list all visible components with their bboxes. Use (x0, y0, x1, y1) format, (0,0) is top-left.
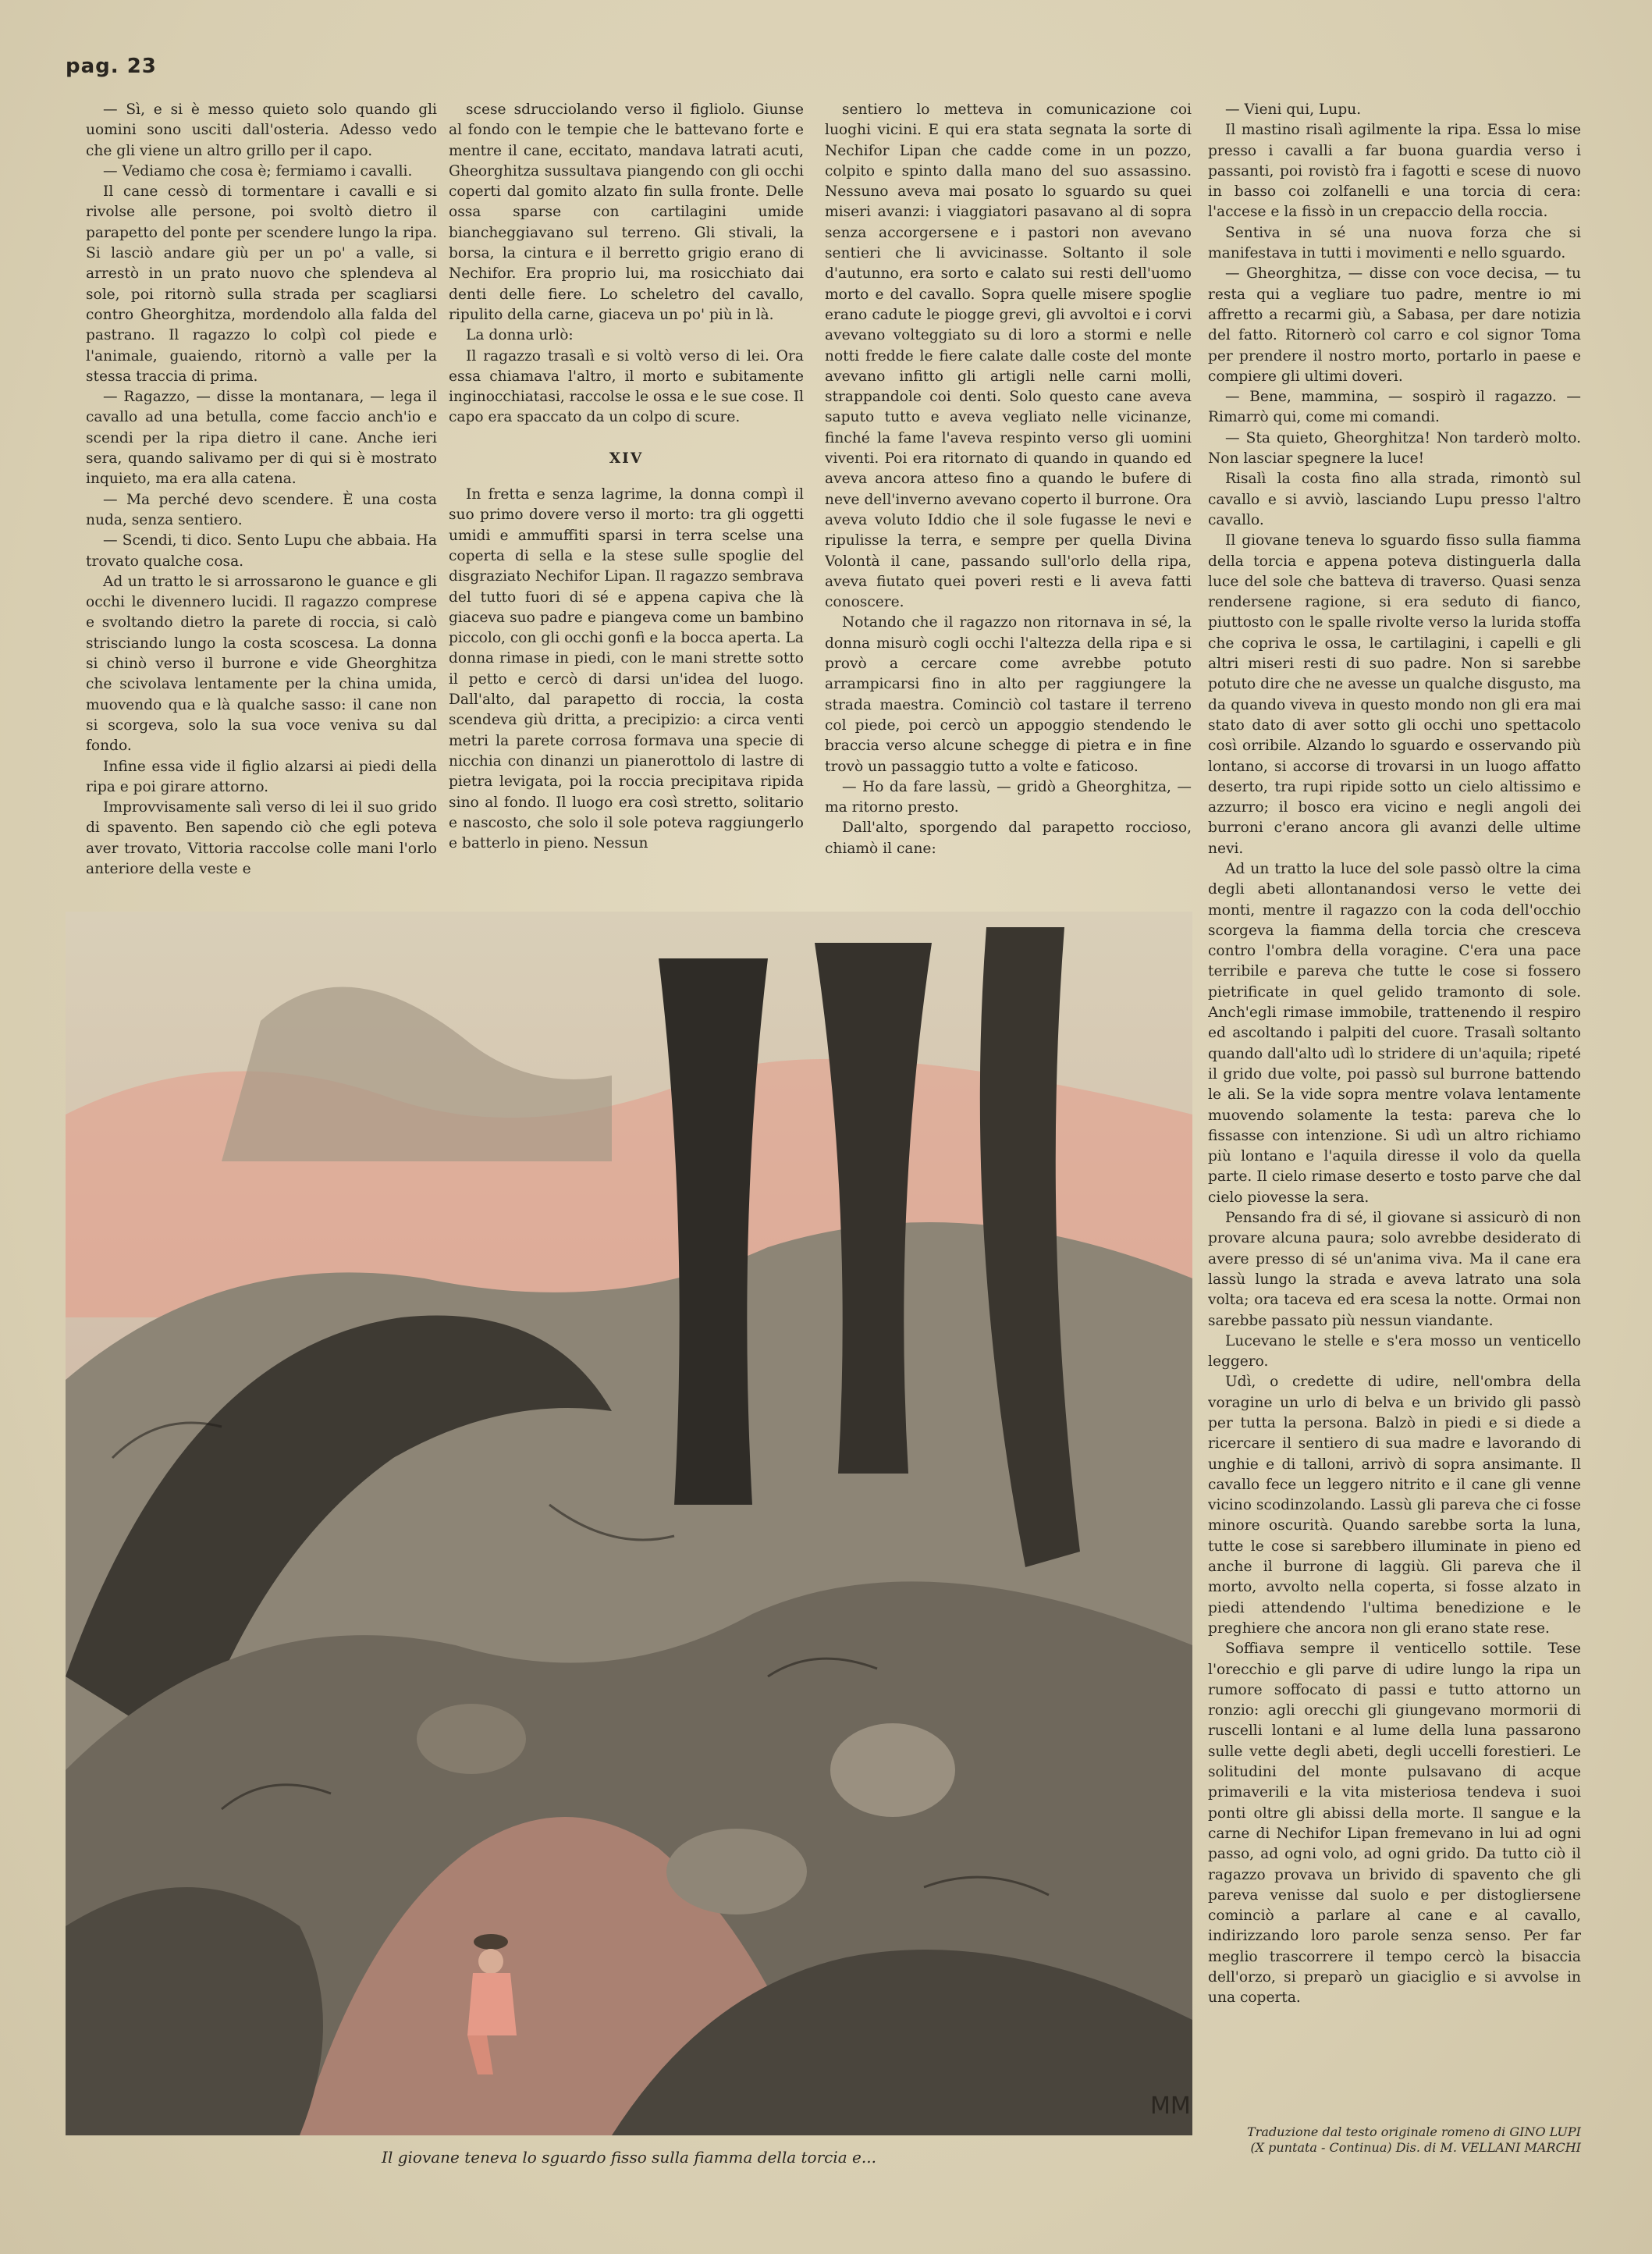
paragraph: — Ragazzo, — disse la montanara, — lega il cavallo ad una betulla, come faccio anch'io e scendi per la ripa dietro il cane. Anche ieri sera, quando salivamo per di qui si è mostrato inquieto, ma era alla catena. (86, 389, 437, 488)
paragraph: Ad un tratto la luce del sole passò oltre la cima degli abeti allontanandosi verso le vette dei monti, mentre il ragazzo con la coda dell'occhio scorgeva la fiamma della torcia che cresceva contro l'ombra della voragine. C'era una pace terribile e pareva che tutte le cose si fossero pietrificate in quel gelido tramonto di sole. Anch'egli rimase immobile, trattenendo il respiro ed ascoltando i palpiti del cuore. Trasalì soltanto quando dall'alto udì lo stridere di un'aquila; ripeté il grido due volte, poi passò sul burrone battendo le ali. Se la vide sopra mentre volava lentamente muovendo solamente la testa: pareva che lo fissasse con intenzione. Si udì un altro richiamo più lontano e l'aquila diresse il volo da quella parte. Il cielo rimase deserto e tosto parve che dal cielo piovesse la sera. (1208, 860, 1581, 1206)
paragraph: Sentiva in sé una nuova forza che si manifestava in tutti i movimenti e nello sguardo. (1208, 224, 1581, 262)
paragraph: Dall'alto, sporgendo dal parapetto roccioso, chiamò il cane: (825, 819, 1192, 857)
paragraph: Soffiava sempre il venticello sottile. Tese l'orecchio e gli parve di udire lungo la ripa un rumore soffocato di passi e tutto attorno un ronzio: agli orecchi gli giungevano mormorii di ruscelli lontani e al lume della luna passarono sulle vette degli abeti, degli uccelli forestieri. Le solitudini del monte pulsavano di acque primaverili e la vita misteriosa tendeva i suoi ponti oltre gli abissi della morte. Il sangue e la carne di Nechifor Lipan fremevano in lui ad ogni passo, ad ogni volo, ad ogni grido. Da tutto ciò il ragazzo provava un brivido di spavento che gli pareva venisse dal suolo e per distogliersene cominciò a parlare al cane e al cavallo, indirizzando loro parole senza senso. Per far meglio trascorrere il tempo cercò la bisaccia dell'orzo, si preparò un giaciglio e si avvolse in una coperta. (1208, 1641, 1581, 2007)
illustration-ravine (66, 912, 1192, 2135)
text-column-1 (86, 100, 437, 904)
paragraph: scese sdrucciolando verso il figliolo. Giunse al fondo con le tempie che le battevano forte e mentre il cane, eccitato, mandava latrati acuti, Gheorghitza sussultava piangendo con gli occhi coperti dal gomito alzato fin sulla fronte. Delle ossa sparse con cartilagini umide biancheggiavano sul terreno. Gli stivali, la borsa, la cintura e il berretto grigio erano di Nechifor. Era proprio lui, ma rosicchiato dai denti delle fiere. Lo scheletro del cavallo, ripulito della carne, giaceva un po' più in là. (449, 101, 804, 323)
paragraph: Infine essa vide il figlio alzarsi ai piedi della ripa e poi girare attorno. (86, 758, 437, 795)
paragraph: In fretta e senza lagrime, la donna compì il suo primo dovere verso il morto: tra gli oggetti umidi e ammuffiti sparsi in terra scelse una coperta di sella e la stese sulle spoglie del disgraziato Nechifor Lipan. Il ragazzo sembrava del tutto fuori di sé e appena capiva che là giaceva suo padre e piangeva come un bambino piccolo, con gli occhi gonfi e la bocca aperta. La donna rimase in piedi, con le mani strette sotto il petto e cercò di darsi un'idea del luogo. Dall'alto, dal parapetto di roccia, la costa scendeva giù dritta, a precipizio: a circa venti metri la parete corrosa formava una specie di nicchia con dinanzi un pianerottolo di lastre di pietra levigata, poi la roccia precipitava ripida sino al fondo. Il luogo era così stretto, solitario e nascosto, che solo il sole poteva raggiungerlo e batterlo in pieno. Nessun (449, 486, 804, 852)
paragraph: sentiero lo metteva in comunicazione coi luoghi vicini. E qui era stata segnata la sorte di Nechifor Lipan che cadde come in un pozzo, colpito e spinto dalla mano del suo assassino. Nessuno aveva mai posato lo sguardo su quei miseri avanzi: i viaggiatori pasavano al di sopra senza accorgersene e i pastori non avevano sentieri che li avvicinasse. Soltanto il sole d'autunno, era sorto e calato sui resti dell'uomo morto e del cavallo. Sopra quelle misere spoglie erano cadute le piogge grevi, gli avvoltoi e i corvi avevano volteggiato su di loro a stormi e nelle notti fredde le fiere calate dalle coste del monte avevano infitto gli artigli nelle carni molli, strappandole coi denti. Solo questo cane aveva saputo tutto e aveva vegliato nelle vicinanze, finché la fame l'aveva respinto verso gli uomini viventi. Poi era ritornato di quando in quando ed aveva ancora atteso fino a quando le bufere di neve dell'inverno avevano coperto il burrone. Ora aveva voluto Iddio che il sole fugasse le nevi e ripulisse la terra, e sempre per quella Divina Volontà il cane, passando sull'orlo della ripa, aveva fiutato quei poveri resti e li aveva fatti conoscere. (825, 101, 1192, 611)
paragraph: Notando che il ragazzo non ritornava in sé, la donna misurò cogli occhi l'altezza della ripa e si provò a cercare come avrebbe potuto arrampicarsi fino in alto per raggiungere la strada maestra. Cominciò col tastare il terreno col piede, poi cercò un appoggio stendendo le braccia verso alcune schegge di pietra e in fine trovò un passaggio tutto a volte e faticoso. (825, 614, 1192, 775)
illustration-caption: Il giovane teneva lo sguardo fisso sulla fiamma della torcia e... (382, 2148, 876, 2167)
paragraph: — Scendi, ti dico. Sento Lupu che abbaia. Ha trovato qualche cosa. (86, 532, 437, 570)
paragraph: — Vediamo che cosa è; fermiamo i cavalli. (103, 162, 413, 180)
paragraph: La donna urlò: (466, 327, 574, 344)
credits (1208, 2124, 1581, 2156)
paragraph: Il ragazzo trasalì e si voltò verso di lei. Ora essa chiamava l'altro, il morto e subitamente inginocchiatasi, raccolse le ossa e le sue cose. Il capo era spaccato da un colpo di scure. (449, 347, 804, 426)
paragraph: Il cane cessò di tormentare i cavalli e si rivolse alle persone, poi svoltò dietro il parapetto del ponte per scendere lungo la ripa. Si lasciò andare giù per un po' a valle, si arrestò in un prato nuovo che splendeva al sole, poi ritornò sulla strada per scagliarsi contro Gheorghitza, mordendolo alla falda del pastrano. Il ragazzo lo colpì col piede e l'animale, guaiendo, ritornò a valle per la stessa traccia di prima. (86, 183, 437, 385)
ravine-drawing (66, 912, 1192, 2135)
paragraph: — Sì, e si è messo quieto solo quando gli uomini sono usciti dall'osteria. Adesso vedo che gli viene un altro grillo per il capo. (86, 101, 437, 159)
text-column-3 (825, 100, 1192, 904)
paragraph: Risalì la costa fino alla strada, rimontò sul cavallo e si avviò, lasciando Lupu presso l'altro cavallo. (1208, 471, 1581, 528)
page-number: pag. 23 (66, 55, 157, 78)
text-column-4 (1208, 100, 1581, 2121)
paragraph: Lucevano le stelle e s'era mosso un venticello leggero. (1208, 1332, 1581, 1371)
paragraph: Pensando fra di sé, il giovane si assicurò di non provare alcuna paura; solo avrebbe desiderato di avere presso di sé un'anima viva. Ma il cane era lassù lungo la strada e aveva latrato una sola volta; ora taceva ed era scesa la notte. Ormai non sarebbe passato più nessun viandante. (1208, 1210, 1581, 1329)
paragraph: Il mastino risalì agilmente la ripa. Essa lo mise presso i cavalli a far buona guardia verso i passanti, poi rovistò fra i fagotti e scese di nuovo in basso coi zolfanelli e una torcia di cera: l'accese e la fissò in un crepaccio della roccia. (1208, 122, 1581, 221)
chapter-heading: XIV (609, 450, 644, 467)
paragraph: — Gheorghitza, — disse con voce decisa, — tu resta qui a vegliare tuo padre, mentre io mi affretto a recarmi giù, a Sabasa, per dare notizia del fatto. Ritornerò col carro e col signor Toma per prendere il nostro morto, portarlo in paese e compiere gli ultimi doveri. (1208, 265, 1581, 385)
paragraph: — Ma perché devo scendere. È una costa nuda, senza sentiero. (86, 491, 437, 528)
paragraph: Udì, o credette di udire, nell'ombra della voragine un urlo di belva e un brivido gli passò per tutta la persona. Balzò in piedi e si diede a ricercare il sentiero di sua madre e lavorando di unghie e di talloni, arrivò di sopra ansimante. Il cavallo fece un leggero nitrito e il cane gli venne vicino scodinzolando. Lassù gli pareva che ci fosse minore oscurità. Quando sarebbe sorta la luna, tutte le cose si sarebbero illuminate in pieno ed anche il burrone di laggiù. Gli pareva che il morto, avvolto nella coperta, si fosse alzato in piedi attendendo l'ultima benedizione e le preghiere che ancora non gli erano state rese. (1208, 1374, 1581, 1637)
paragraph: — Ho da fare lassù, — gridò a Gheorghitza, — ma ritorno presto. (825, 778, 1192, 816)
paragraph: — Vieni qui, Lupu. (1225, 101, 1362, 118)
paragraph: Il giovane teneva lo sguardo fisso sulla fiamma della torcia e appena poteva distinguerla dalla luce del sole che batteva di traverso. Quasi senza rendersene ragione, si era seduto di fianco, piuttosto con le spalle rivolte verso la lurida stoffa che copriva le ossa, le cartilagini, i capelli e gli altri miseri resti di suo padre. Non si sarebbe potuto dire che ne avesse un qualche disgusto, ma da quando viveva in questo mondo non gli era mai stato dato di aver sotto gli occhi uno spettacolo così orribile. Alzando lo sguardo e osservando più lontano, si accorse di trovarsi in un luogo affatto deserto, tra rupi ripide sotto un cielo altissimo e azzurro; il bosco era vicino e negli angoli dei burroni c'erano ancora gli avanzi delle ultime nevi. (1208, 532, 1581, 857)
paragraph: — Bene, mammina, — sospirò il ragazzo. — Rimarrò qui, come mi comandi. (1208, 389, 1581, 426)
translation-credit: Traduzione dal testo originale romeno di GINO LUPI (1247, 2124, 1581, 2139)
paragraph: Ad un tratto le si arrossarono le guance e gli occhi le divennero lucidi. Il ragazzo comprese e svoltando dietro la parete di roccia, si calò strisciando lungo la costa scoscesa. La donna si chinò verso il burrone e vide Gheorghitza che scivolava lentamente per la china umida, muovendo qua e là qualche sasso: il cane non si scorgeva, solo la sua voce veniva su dal fondo. (86, 573, 437, 755)
text-column-2 (449, 100, 804, 904)
paragraph: — Sta quieto, Gheorghitza! Non tarderò molto. Non lasciar spegnere la luce! (1208, 429, 1581, 468)
installment-credit: (X puntata - Continua) Dis. di M. VELLANI MARCHI (1250, 2140, 1581, 2155)
paragraph: Improvvisamente salì verso di lei il suo grido di spavento. Ben sapendo ciò che egli poteva aver trovato, Vittoria raccolse colle mani l'orlo anteriore della veste e (86, 799, 437, 877)
illustrator-signature: MM (1150, 2092, 1191, 2120)
